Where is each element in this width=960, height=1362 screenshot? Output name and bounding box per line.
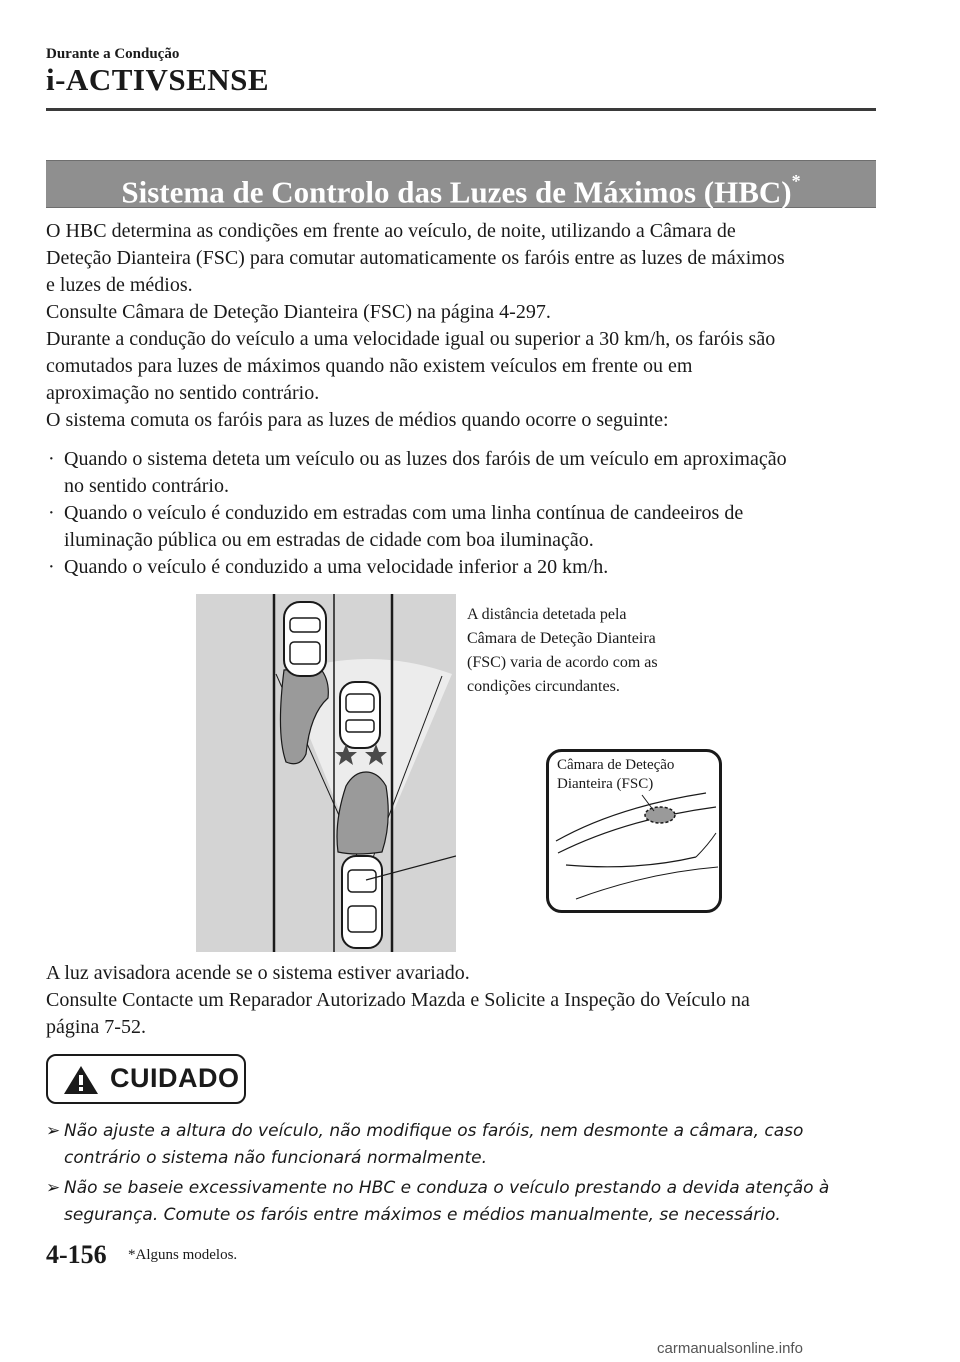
- bullet-marker: ·: [48, 502, 55, 524]
- body-line: Consulte Câmara de Deteção Dianteira (FSC) na página 4-297.: [46, 301, 551, 323]
- caution-list: [46, 1118, 886, 1232]
- camera-label-line: Câmara de Deteção: [557, 757, 675, 773]
- warning-light-text: [46, 960, 886, 1041]
- annotation-line: condições circundantes.: [467, 678, 620, 695]
- arrow-marker-icon: ➢: [46, 1121, 61, 1141]
- body-line: A luz avisadora acende se o sistema estiver avariado.: [46, 962, 470, 984]
- watermark: carmanualsonline.info: [657, 1340, 803, 1357]
- page-number: 4-156: [46, 1240, 107, 1269]
- body-line: e luzes de médios.: [46, 274, 193, 296]
- list-item: [46, 446, 886, 500]
- body-line: Durante a condução do veículo a uma velocidade igual ou superior a 30 km/h, os faróis são: [46, 328, 776, 350]
- body-line: O sistema comuta os faróis para as luzes de médios quando ocorre o seguinte:: [46, 409, 669, 431]
- section-title: Sistema de Controlo das Luzes de Máximos (HBC): [121, 174, 792, 210]
- caution-item: [46, 1118, 886, 1172]
- list-item: [46, 500, 886, 554]
- bullet-marker: ·: [48, 448, 55, 470]
- annotation-line: Câmara de Deteção Dianteira: [467, 630, 656, 647]
- annotation-line: (FSC) varia de acordo com as: [467, 654, 658, 671]
- caution-item: [46, 1175, 886, 1229]
- section-label: Durante a Condução: [46, 46, 180, 62]
- camera-icon: [645, 807, 675, 823]
- list-item-line: iluminação pública ou em estradas de cidade com boa iluminação.: [64, 529, 594, 551]
- intro-text: [46, 218, 886, 434]
- list-item: [46, 554, 886, 581]
- title-footnote-mark: *: [791, 171, 801, 191]
- body-line: Consulte Contacte um Reparador Autorizado Mazda e Solicite a Inspeção do Veículo na: [46, 989, 750, 1011]
- arrow-marker-icon: ➢: [46, 1178, 61, 1198]
- header-divider: [46, 108, 876, 111]
- footnote: *Alguns modelos.: [128, 1247, 238, 1263]
- camera-label: [557, 756, 727, 794]
- warning-triangle-icon: [62, 1064, 100, 1096]
- body-line: página 7-52.: [46, 1016, 146, 1038]
- caution-line: Não ajuste a altura do veículo, não modifique os faróis, nem desmonte a câmara, caso: [64, 1121, 804, 1141]
- list-item-line: Quando o sistema deteta um veículo ou as luzes dos faróis de um veículo em aproximação: [64, 448, 787, 470]
- body-line: aproximação no sentido contrário.: [46, 382, 320, 404]
- camera-label-line: Dianteira (FSC): [557, 776, 654, 792]
- list-item-line: no sentido contrário.: [64, 475, 229, 497]
- caution-label: CUIDADO: [110, 1063, 240, 1093]
- preceding-car: [340, 682, 380, 748]
- caution-line: Não se baseie excessivamente no HBC e conduza o veículo prestando a devida atenção à: [64, 1178, 830, 1198]
- caution-line: contrário o sistema não funcionará normalmente.: [64, 1148, 488, 1168]
- chapter-title: i-ACTIVSENSE: [46, 62, 270, 97]
- detection-range-annotation: [467, 603, 727, 699]
- body-line: O HBC determina as condições em frente ao veículo, de noite, utilizando a Câmara de: [46, 220, 736, 242]
- caution-header: [46, 1054, 246, 1104]
- body-line: comutados para luzes de máximos quando não existem veículos em frente ou em: [46, 355, 693, 377]
- caution-line: segurança. Comute os faróis entre máximos e médios manualmente, se necessário.: [64, 1205, 781, 1225]
- list-item-line: Quando o veículo é conduzido em estradas com uma linha contínua de candeeiros de: [64, 502, 744, 524]
- own-vehicle: [342, 856, 382, 948]
- bullet-marker: ·: [48, 556, 55, 578]
- list-item-line: Quando o veículo é conduzido a uma velocidade inferior a 20 km/h.: [64, 556, 609, 578]
- oncoming-car: [284, 602, 326, 676]
- section-title-bar: [46, 160, 876, 208]
- body-line: Deteção Dianteira (FSC) para comutar automaticamente os faróis entre as luzes de máximos: [46, 247, 785, 269]
- annotation-line: A distância detetada pela: [467, 606, 627, 623]
- road-illustration: [196, 594, 456, 952]
- condition-list: [46, 446, 886, 581]
